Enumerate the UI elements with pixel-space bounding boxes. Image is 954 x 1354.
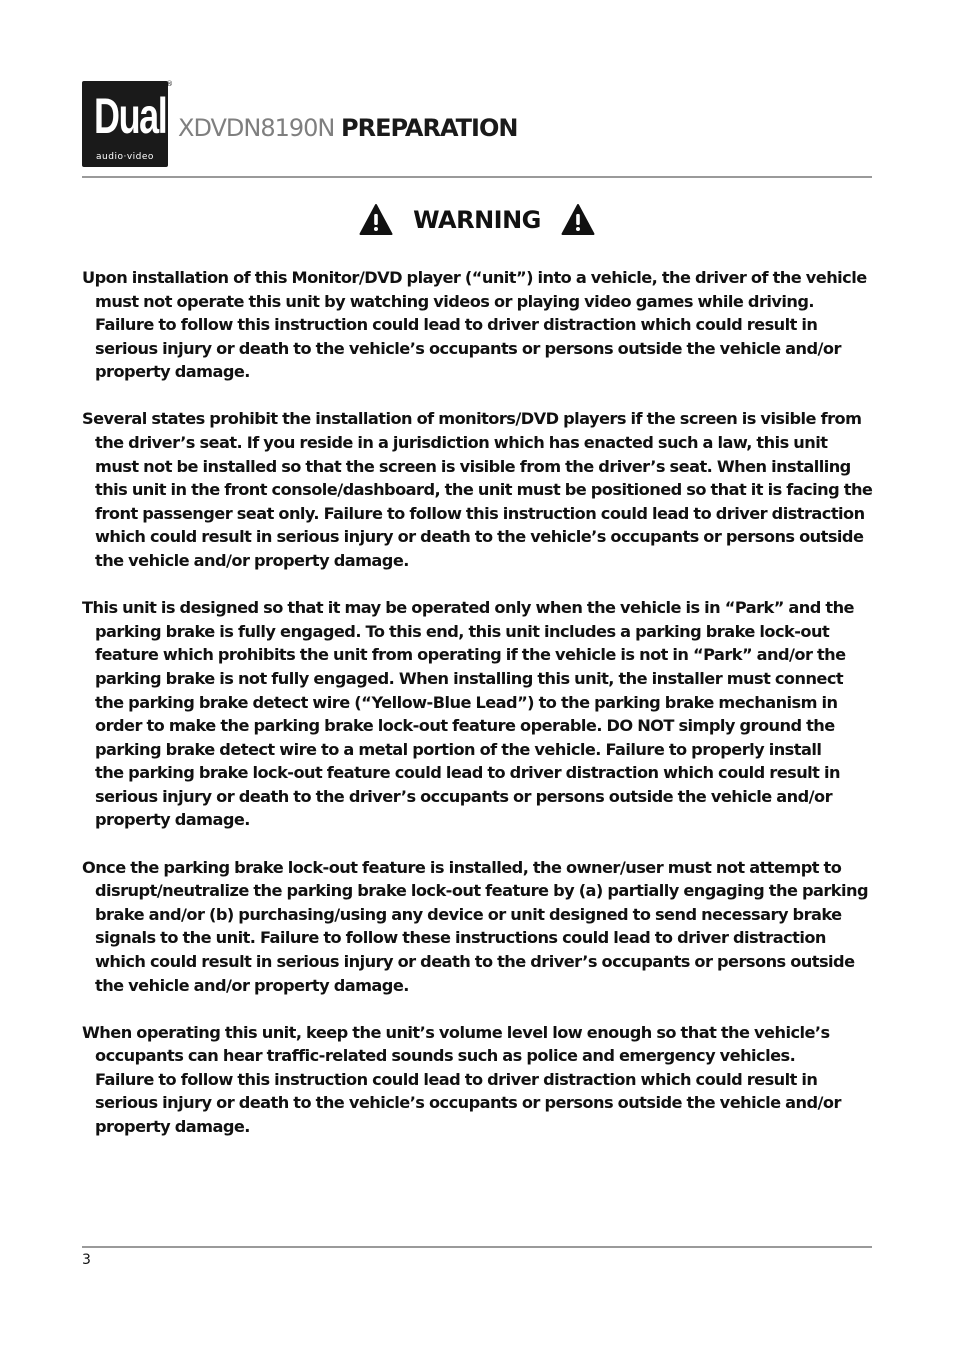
warning-paragraph: When operating this unit, keep the unit’s volume level low enough so that the vehicle’s occupants can hear traffic-related sounds such as police and emergency vehicles. Failure to follow this instruction could lead to driver distraction which could result in serious injury or death to the vehicle’s occupants or persons outside the vehicle and/or property damage. <box>82 1022 841 1136</box>
section-name: PREPARATION <box>341 114 518 142</box>
logo-word: Dual <box>94 88 167 144</box>
warning-triangle-icon <box>359 203 393 237</box>
dual-logo <box>82 81 168 167</box>
model-name: XDVDN8190N <box>178 114 335 142</box>
warning-body <box>82 266 874 1162</box>
warning-triangle-icon <box>561 203 595 237</box>
footer-divider <box>82 1246 872 1248</box>
page-title <box>178 112 517 144</box>
warning-title: WARNING <box>413 206 541 234</box>
registered-mark: ® <box>166 80 173 88</box>
page-number: 3 <box>82 1252 91 1268</box>
logo-subtext: audio·video <box>96 152 154 162</box>
warning-paragraph: Several states prohibit the installation of monitors/DVD players if the screen is visible from the driver’s seat. If you reside in a jurisdiction which has enacted such a law, this unit must not be installed so that the screen is visible from the driver’s seat. When installing this unit in the front console/dashboard, the unit must be positioned so that it is facing the front passenger seat only. Failure to follow this instruction could lead to driver distraction which could result in serious injury or death to the vehicle’s occupants or persons outside the vehicle and/or property damage. <box>82 409 873 571</box>
warning-paragraph: Once the parking brake lock-out feature is installed, the owner/user must not attempt to disrupt/neutralize the parking brake lock-out feature by (a) partially engaging the parking brake and/or (b) purchasing/using any device or unit designed to send necessary brake signals to the unit. Failure to follow these instructions could lead to driver distraction which could result in serious injury or death to the driver’s occupants or persons outside the vehicle and/or property damage. <box>82 857 869 995</box>
warning-paragraph: Upon installation of this Monitor/DVD player (“unit”) into a vehicle, the driver of the vehicle must not operate this unit by watching videos or playing video games while driving. Failure to follow this instruction could lead to driver distraction which could result in serious injury or death to the vehicle’s occupants or persons outside the vehicle and/or property damage. <box>82 268 867 382</box>
warning-heading <box>0 198 954 242</box>
header-divider <box>82 176 872 178</box>
warning-paragraph: This unit is designed so that it may be operated only when the vehicle is in “Park” and the parking brake is fully engaged. To this end, this unit includes a parking brake lock-out feature which prohibits the unit from operating if the vehicle is not in “Park” and/or the parking brake is not fully engaged. When installing this unit, the installer must connect the parking brake detect wire (“Yellow-Blue Lead”) to the parking brake mechanism in order to make the parking brake lock-out feature operable. DO NOT simply ground the parking brake detect wire to a metal portion of the vehicle. Failure to properly install the parking brake lock-out feature could lead to driver distraction which could result in serious injury or death to the driver’s occupants or persons outside the vehicle and/or property damage. <box>82 598 854 830</box>
